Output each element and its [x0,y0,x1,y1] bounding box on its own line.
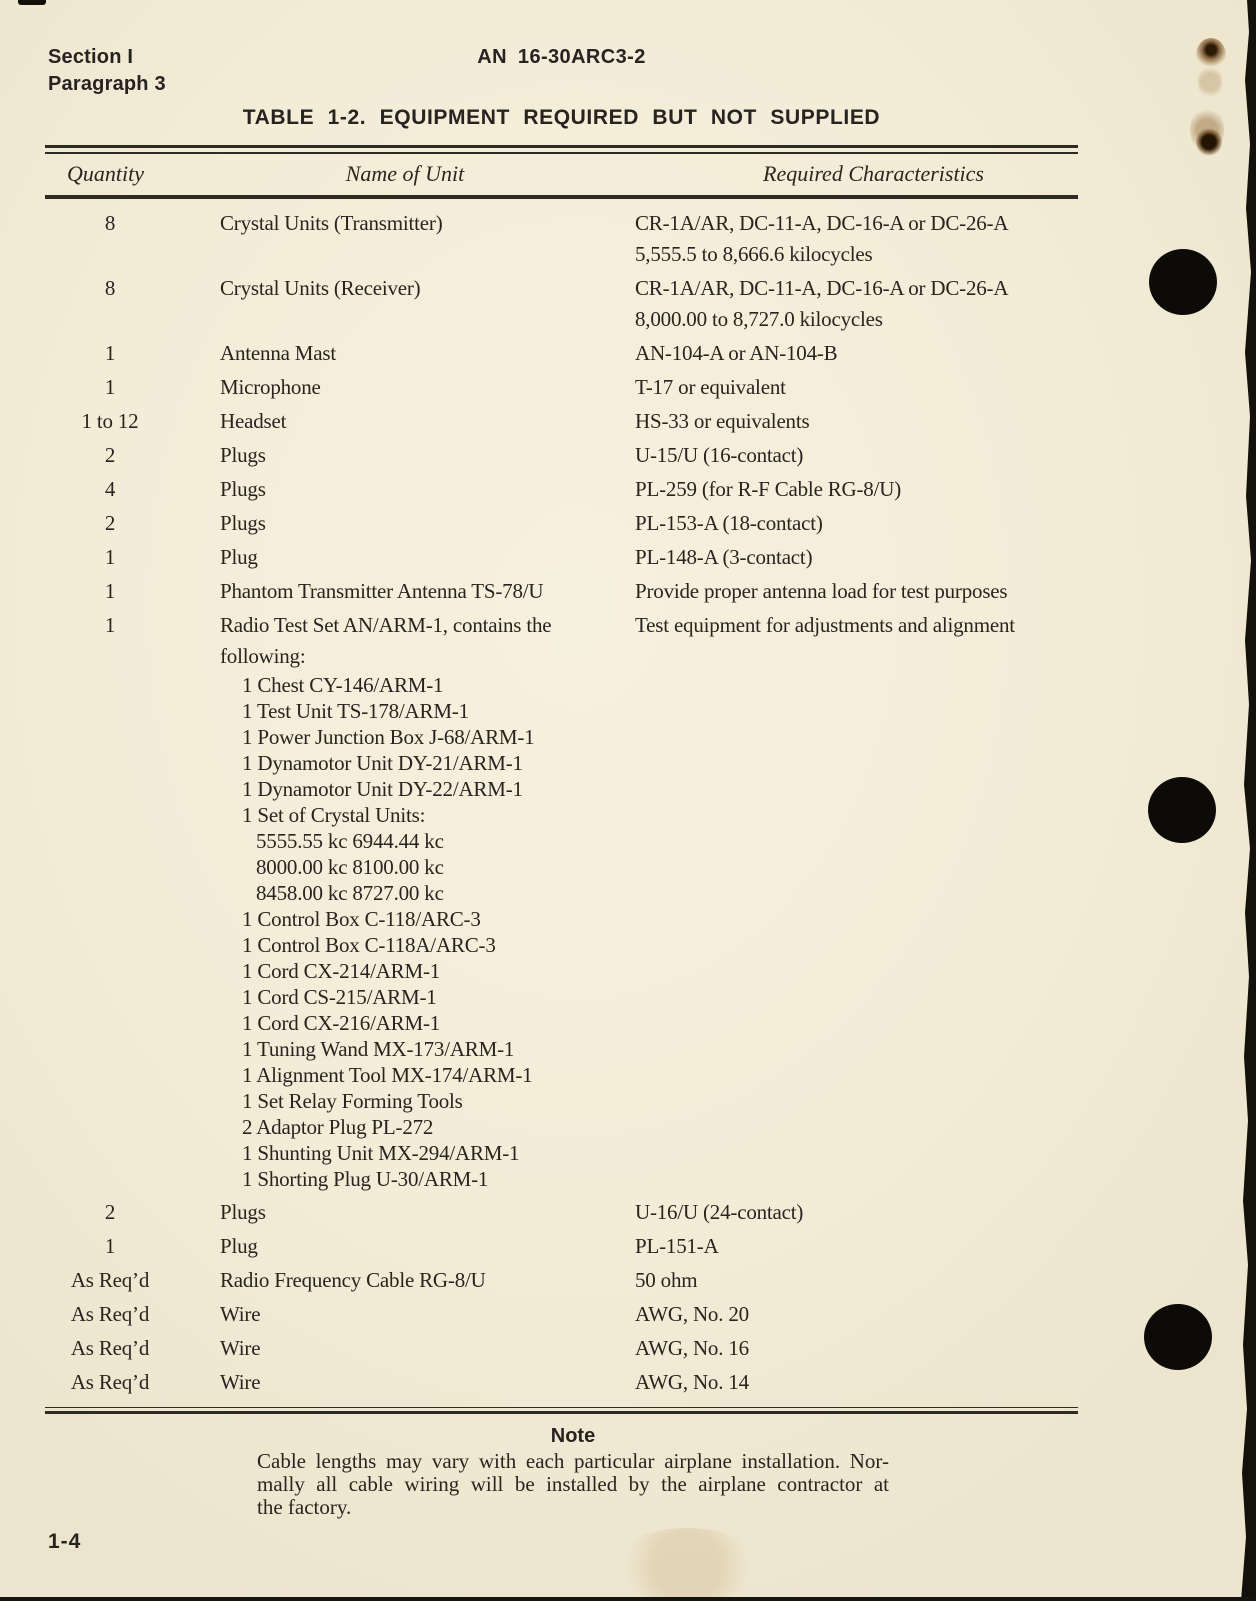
unit-name-line: following: [220,644,306,668]
unit-name-line: Plugs [220,1200,266,1224]
quantity-cell [45,1299,175,1330]
contained-item: 1 Power Junction Box J-68/ARM-1 [242,725,535,749]
quantity-cell [45,338,175,369]
characteristics-line: PL-259 (for R-F Cable RG-8/U) [635,477,902,501]
ink-stain [1198,64,1222,100]
characteristics-line: PL-148-A (3-contact) [635,545,813,569]
quantity-cell [45,372,175,403]
characteristics-cell [635,576,1078,607]
ink-stain [1196,128,1222,156]
quantity-cell [45,1231,175,1262]
unit-name-cell [175,1333,635,1364]
note-text [257,1450,889,1519]
quantity-cell [45,508,175,539]
table-row [45,1367,1078,1398]
page-number: 1-4 [48,1530,82,1553]
binder-hole-mark [1148,777,1216,843]
table-row [45,338,1078,369]
paper-smudge [612,1528,762,1601]
table-row [45,1299,1078,1330]
unit-name-cell [175,372,635,403]
column-header-quantity: Quantity [67,161,144,186]
table-row [45,372,1078,403]
contained-item: 1 Chest CY-146/ARM-1 [242,673,444,697]
table-title: TABLE 1-2. EQUIPMENT REQUIRED BUT NOT SUPPLIED [242,106,881,129]
unit-name-cell [175,1367,635,1398]
quantity-cell [45,1367,175,1398]
quantity-value: 2 [104,511,116,535]
contained-item: 1 Dynamotor Unit DY-22/ARM-1 [242,777,523,801]
table-row [45,610,1078,1194]
quantity-value: 2 [104,443,116,467]
characteristics-line: AWG, No. 14 [635,1370,749,1394]
quantity-value: 1 [104,1234,116,1258]
characteristics-cell [635,1265,1078,1296]
unit-name-line: Crystal Units (Receiver) [220,276,421,300]
unit-name-line: Antenna Mast [220,341,336,365]
characteristics-cell [635,338,1078,369]
characteristics-cell [635,1299,1078,1330]
contained-item: 1 Set Relay Forming Tools [242,1089,463,1113]
characteristics-line: T-17 or equivalent [635,375,786,399]
quantity-cell [45,610,175,1194]
quantity-value: As Req’d [70,1370,150,1394]
unit-name-line: Radio Frequency Cable RG-8/U [220,1268,486,1292]
unit-name-cell [175,208,635,270]
table-top-rule [45,145,1078,154]
unit-name-line: Wire [220,1370,261,1394]
characteristics-cell [635,208,1078,270]
unit-name-line: Plugs [220,477,266,501]
quantity-cell [45,273,175,335]
characteristics-line: 50 ohm [635,1268,698,1292]
characteristics-cell [635,273,1078,335]
quantity-value: 8 [104,276,116,300]
unit-name-cell [175,338,635,369]
contained-item: 1 Cord CX-214/ARM-1 [242,959,441,983]
characteristics-cell [635,372,1078,403]
characteristics-cell [635,542,1078,573]
characteristics-cell [635,508,1078,539]
note-line: Cable lengths may vary with each particular airplane installation. Nor- [257,1449,889,1473]
contained-item: 1 Set of Crystal Units: [242,803,426,827]
quantity-value: 1 [104,341,116,365]
quantity-value: 1 [104,545,116,569]
table-row [45,542,1078,573]
quantity-cell [45,576,175,607]
contained-item: 1 Dynamotor Unit DY-21/ARM-1 [242,751,523,775]
table-row [45,474,1078,505]
characteristics-line: CR-1A/AR, DC-11-A, DC-16-A or DC-26-A [635,211,1009,235]
binder-hole-mark [1144,1304,1212,1370]
characteristics-line: PL-151-A [635,1234,719,1258]
unit-name-cell [175,542,635,573]
column-header-name-of-unit: Name of Unit [345,161,465,186]
contained-item: 8000.00 kc 8100.00 kc [256,855,444,879]
quantity-value: As Req’d [70,1336,150,1360]
unit-name-cell [175,610,635,1194]
table-row [45,1333,1078,1364]
characteristics-line: CR-1A/AR, DC-11-A, DC-16-A or DC-26-A [635,276,1009,300]
table-row [45,576,1078,607]
table-row [45,1197,1078,1228]
characteristics-line: AN-104-A or AN-104-B [635,341,838,365]
unit-name-cell [175,273,635,335]
paragraph-label: Paragraph 3 [48,73,166,95]
quantity-cell [45,406,175,437]
unit-name-line: Plugs [220,443,266,467]
quantity-cell [45,440,175,471]
quantity-value: 1 [104,613,116,637]
note-line: mally all cable wiring will be installed by the airplane contractor at [257,1472,889,1496]
table-row [45,273,1078,335]
characteristics-cell [635,440,1078,471]
contained-item: 1 Cord CX-216/ARM-1 [242,1011,441,1035]
quantity-value: 8 [104,211,116,235]
binder-hole-mark [1149,249,1217,315]
torn-page-edge [1240,0,1256,1601]
table-row [45,440,1078,471]
contained-item: 1 Test Unit TS-178/ARM-1 [242,699,469,723]
characteristics-line: 5,555.5 to 8,666.6 kilocycles [635,242,873,266]
unit-name-line: Wire [220,1302,261,1326]
characteristics-line: U-15/U (16-contact) [635,443,804,467]
quantity-value: 1 [104,375,116,399]
column-header-required-characteristics: Required Characteristics [763,161,984,186]
contained-item: 1 Shunting Unit MX-294/ARM-1 [242,1141,520,1165]
unit-name-line: Headset [220,409,287,433]
quantity-value: As Req’d [70,1302,150,1326]
quantity-value: 4 [104,477,116,501]
table-header-row [45,154,1078,195]
characteristics-cell [635,1231,1078,1262]
characteristics-cell [635,406,1078,437]
quantity-value: 2 [104,1200,116,1224]
unit-name-cell [175,1231,635,1262]
quantity-cell [45,474,175,505]
unit-name-cell [175,440,635,471]
characteristics-cell [635,474,1078,505]
unit-name-line: Crystal Units (Transmitter) [220,211,443,235]
characteristics-line: 8,000.00 to 8,727.0 kilocycles [635,307,883,331]
contained-items-list [242,672,635,1192]
table-row [45,508,1078,539]
contained-item: 1 Cord CS-215/ARM-1 [242,985,437,1009]
characteristics-cell [635,610,1078,1194]
unit-name-line: Wire [220,1336,261,1360]
quantity-cell [45,1265,175,1296]
unit-name-cell [175,406,635,437]
unit-name-line: Microphone [220,375,321,399]
characteristics-cell [635,1333,1078,1364]
quantity-cell [45,1197,175,1228]
table-row [45,208,1078,270]
equipment-table [45,145,1078,1414]
note-block [257,1424,889,1519]
contained-item: 1 Shorting Plug U-30/ARM-1 [242,1167,489,1191]
unit-name-cell [175,1299,635,1330]
quantity-cell [45,542,175,573]
table-row [45,406,1078,437]
quantity-cell [45,208,175,270]
characteristics-line: Provide proper antenna load for test purposes [635,579,1008,603]
characteristics-line: HS-33 or equivalents [635,409,810,433]
table-row [45,1231,1078,1262]
unit-name-cell [175,1197,635,1228]
quantity-cell [45,1333,175,1364]
table-body [45,199,1078,1407]
quantity-value: 1 [104,579,116,603]
table-row [45,1265,1078,1296]
page-top-notch [18,0,46,5]
quantity-value: As Req’d [70,1268,150,1292]
contained-item: 8458.00 kc 8727.00 kc [256,881,444,905]
characteristics-line: PL-153-A (18-contact) [635,511,823,535]
contained-item: 1 Control Box C-118/ARC-3 [242,907,481,931]
unit-name-cell [175,1265,635,1296]
page-bottom-edge [0,1597,1256,1601]
characteristics-line: U-16/U (24-contact) [635,1200,804,1224]
note-label: Note [550,1425,596,1447]
characteristics-line: Test equipment for adjustments and alignment [635,613,1015,637]
contained-item: 1 Alignment Tool MX-174/ARM-1 [242,1063,533,1087]
unit-name-cell [175,576,635,607]
unit-name-line: Plug [220,1234,258,1258]
contained-item: 1 Control Box C-118A/ARC-3 [242,933,496,957]
contained-item: 2 Adaptor Plug PL-272 [242,1115,434,1139]
unit-name-cell [175,508,635,539]
unit-name-cell [175,474,635,505]
contained-item: 1 Tuning Wand MX-173/ARM-1 [242,1037,515,1061]
table-bottom-rule [45,1407,1078,1414]
contained-item: 5555.55 kc 6944.44 kc [256,829,444,853]
unit-name-line: Radio Test Set AN/ARM-1, contains the [220,613,552,637]
quantity-value: 1 to 12 [81,409,139,433]
document-number: AN 16-30ARC3-2 [477,46,646,68]
unit-name-line: Plugs [220,511,266,535]
section-label: Section I [48,46,134,68]
note-line: the factory. [257,1495,352,1519]
characteristics-line: AWG, No. 20 [635,1302,749,1326]
unit-name-line: Plug [220,545,258,569]
characteristics-cell [635,1197,1078,1228]
unit-name-line: Phantom Transmitter Antenna TS-78/U [220,579,544,603]
characteristics-cell [635,1367,1078,1398]
characteristics-line: AWG, No. 16 [635,1336,749,1360]
